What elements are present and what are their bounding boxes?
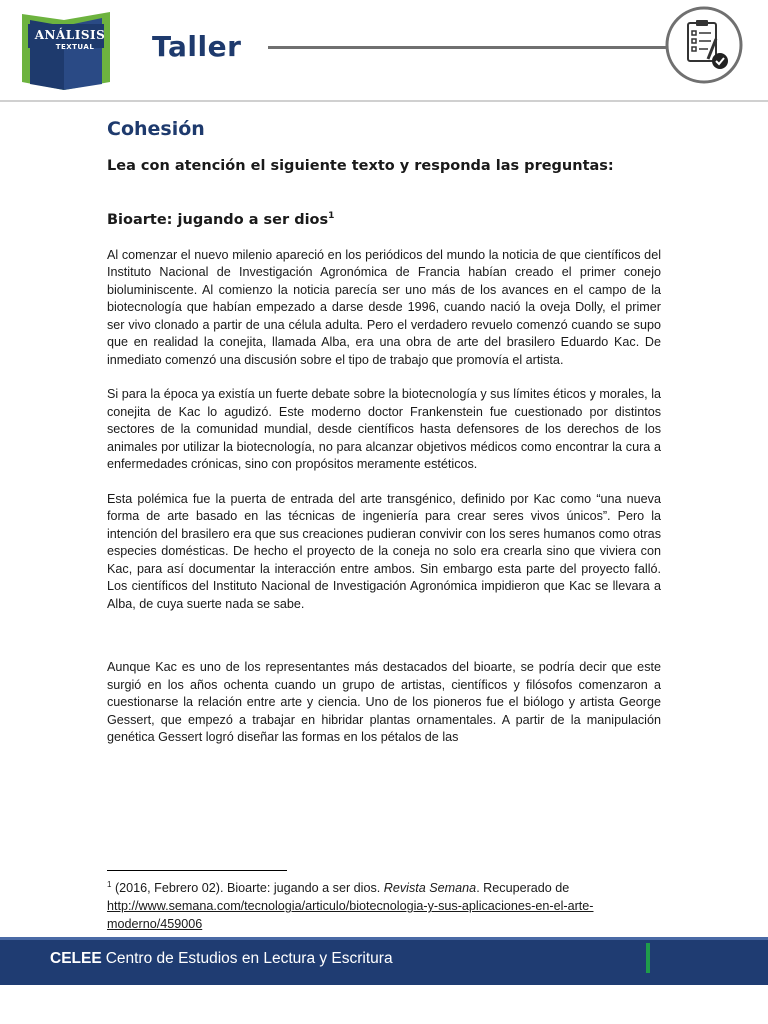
footer-acronym: CELEE <box>50 950 102 967</box>
page-header <box>0 0 768 102</box>
footer-accent-line <box>0 937 768 940</box>
analisis-textual-logo <box>20 6 112 92</box>
footnote-divider <box>107 870 287 871</box>
article-title-text: Bioarte: jugando a ser dios <box>107 211 329 228</box>
footnote-source: Revista Semana <box>383 881 477 896</box>
footnote-link[interactable]: http://www.semana.com/tecnologia/articulo/biotecnologia-y-sus-aplicaciones-en-el-arte-moderno/459006 <box>107 899 594 932</box>
footer-green-mark <box>646 943 650 973</box>
paragraph-2: Si para la época ya existía un fuerte debate sobre la biotecnología y sus límites éticos y morales, la conejita de Kac lo agudizó. Este moderno doctor Frankenstein fue cuestionado por distintos sectores de la comunidad mundial, desde científicos hasta defensores de los derechos de los animales por utilizar la biotecnología, no para alcanzar objetivos médicos como encontrar la cura a enfermedades crónicas, sino con propósitos meramente estéticos. <box>107 387 661 472</box>
section-title: Cohesión <box>107 118 205 140</box>
footnote-number: 1 <box>107 880 112 889</box>
footer-text <box>50 950 393 968</box>
footnote-text-after: . Recuperado de <box>476 881 570 896</box>
page-title: Taller <box>152 30 242 63</box>
header-divider <box>268 46 666 49</box>
footer-name: Centro de Estudios en Lectura y Escritura <box>105 950 393 967</box>
main-content <box>107 118 661 764</box>
logo-subtitle: TEXTUAL <box>55 43 95 51</box>
paragraph-3: Esta polémica fue la puerta de entrada del arte transgénico, definido por Kac como “una nueva forma de arte basado en las técnicas de ingeniería para crear seres vivos únicos”. Pero la intención del brasilero era que sus creaciones pudieran convivir con los seres humanos como otras especies domésticas. De hecho el proyecto de la coneja no solo era crearla sino que viviera con Kac, para así documentar la interacción entre ambos. Sin embargo esta parte del proyecto falló. Los científicos del Instituto Nacional de Investigación Agronómica impidieron que Kac se llevara a Alba, de cuya suerte nada se sabe. <box>107 491 661 611</box>
footnote <box>107 876 667 933</box>
checklist-icon <box>664 5 744 85</box>
instruction-text: Lea con atención el siguiente texto y responda las preguntas: <box>107 158 614 174</box>
paragraph-4: Aunque Kac es uno de los representantes más destacados del bioarte, se podría decir que este surgió en los años ochenta cuando un grupo de artistas, científicos y filósofos comenzaron a cuestionarse la relación entre arte y ciencia. Uno de los pioneros fue el biólogo y artista George Gessert, que empezó a trabajar en hibridar plantas ornamentales. A partir de la manipulación genética Gessert logró diseñar las formas en los pétalos de las <box>107 660 661 745</box>
bottom-margin <box>0 985 768 1024</box>
footnote-text-before: (2016, Febrero 02). Bioarte: jugando a ser dios. <box>111 881 384 896</box>
paragraph-1: Al comenzar el nuevo milenio apareció en los periódicos del mundo la noticia de que científicos del Instituto Nacional de Investigación Agronómica de Francia habían creado el primer conejo bioluminiscente. Al comienzo la noticia parecía ser uno más de los avances en el campo de la biotecnología que habían empezado a darse desde 1996, cuando nació la oveja Dolly, el primer ser vivo clonado a partir de una célula adulta. Pero el verdadero revuelo comenzó cuando se supo que en realidad la conejita, llamada Alba, era una obra de arte del brasilero Eduardo Kac. De inmediato comenzó una discusión sobre el tipo de trabajo que promovía el artista. <box>107 247 661 367</box>
logo-title: ANÁLISIS <box>34 28 106 42</box>
article-title <box>107 211 661 228</box>
footnote-ref: 1 <box>328 211 335 221</box>
